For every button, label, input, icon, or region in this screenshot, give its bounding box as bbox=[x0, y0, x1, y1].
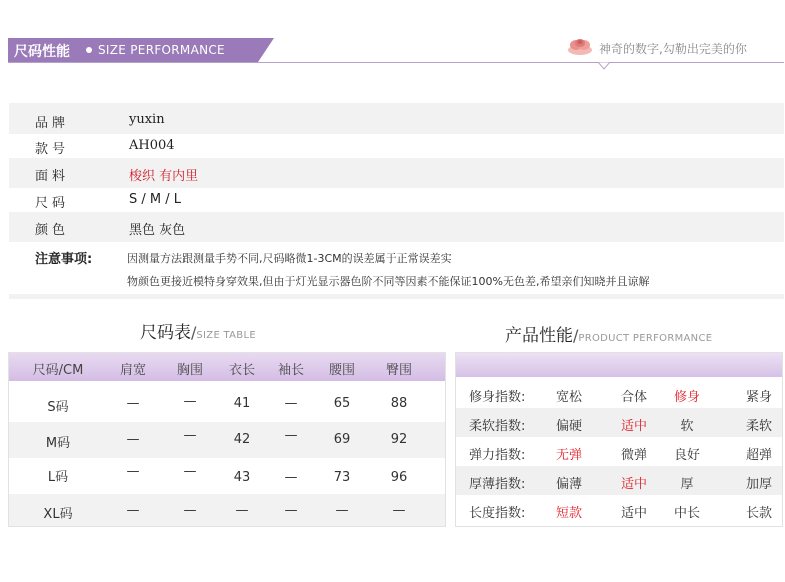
notes-label: 注意事项: bbox=[35, 252, 93, 267]
title-cn: 产品性能 bbox=[505, 326, 573, 346]
performance-option: 中长 bbox=[673, 506, 700, 521]
performance-option: 微弹 bbox=[620, 448, 647, 463]
size-table bbox=[8, 352, 446, 527]
table-cell: — bbox=[126, 396, 140, 411]
performance-table-header bbox=[456, 353, 782, 377]
column-header: 衣长 bbox=[228, 363, 255, 378]
table-cell: — bbox=[284, 470, 298, 485]
spec-label: 尺码 bbox=[35, 196, 70, 211]
table-row bbox=[9, 422, 445, 458]
performance-title bbox=[505, 321, 712, 346]
table-cell: 42 bbox=[233, 432, 251, 447]
table-cell: — bbox=[284, 396, 298, 411]
table-cell: 65 bbox=[333, 396, 351, 411]
header-subtitle: SIZE PERFORMANCE bbox=[98, 43, 225, 57]
performance-option: 软 bbox=[680, 419, 694, 434]
size-name-cell: L码 bbox=[47, 470, 69, 485]
performance-option: 适中 bbox=[620, 419, 647, 434]
title-slash: / bbox=[573, 326, 579, 345]
column-header: 尺码/CM bbox=[32, 363, 84, 378]
size-name-cell: XL码 bbox=[43, 507, 73, 522]
table-cell: — bbox=[183, 503, 197, 518]
note-line: 因测量方法跟测量手势不同,尺码略微1-3CM的误差属于正常误差实 bbox=[127, 252, 452, 265]
size-name-cell: S码 bbox=[47, 400, 69, 415]
spec-value: AH004 bbox=[129, 138, 175, 153]
performance-row bbox=[456, 408, 782, 437]
size-table-title bbox=[140, 318, 256, 343]
note-line: 物颜色更接近模特身穿效果,但由于灯光显示器色阶不同等因素不能保证100%无色差,希望亲们知晓并且谅解 bbox=[127, 275, 650, 288]
spec-row-color bbox=[9, 215, 784, 239]
table-cell: — bbox=[392, 503, 406, 518]
size-table-header bbox=[9, 353, 445, 381]
spec-row-brand bbox=[9, 107, 784, 131]
performance-option: 无弹 bbox=[555, 448, 582, 463]
spec-row-fabric bbox=[9, 161, 784, 185]
column-header: 臀围 bbox=[385, 363, 412, 378]
table-cell: — bbox=[126, 464, 140, 479]
table-cell: 88 bbox=[390, 396, 408, 411]
performance-option: 厚 bbox=[680, 477, 694, 492]
bullet-dot bbox=[86, 47, 92, 53]
section-header bbox=[0, 0, 785, 70]
table-cell: 92 bbox=[390, 432, 408, 447]
header-title: 尺码性能 bbox=[14, 44, 70, 60]
column-header: 袖长 bbox=[277, 363, 304, 378]
performance-option: 超弹 bbox=[745, 448, 772, 463]
flower-icon bbox=[566, 36, 594, 56]
spec-value: yuxin bbox=[129, 112, 165, 127]
spec-value: 梭织 有内里 bbox=[129, 169, 199, 184]
performance-option: 良好 bbox=[673, 448, 700, 463]
table-cell: — bbox=[183, 428, 197, 443]
product-spec-panel bbox=[9, 103, 784, 299]
performance-option: 合体 bbox=[620, 390, 647, 405]
performance-option: 适中 bbox=[620, 477, 647, 492]
header-divider bbox=[8, 62, 784, 63]
performance-label: 长度指数: bbox=[469, 506, 526, 521]
spec-label: 款号 bbox=[35, 142, 70, 157]
performance-table bbox=[455, 352, 783, 527]
table-cell: 41 bbox=[233, 396, 251, 411]
spec-row-size bbox=[9, 188, 784, 212]
performance-label: 修身指数: bbox=[469, 390, 526, 405]
performance-option: 偏薄 bbox=[555, 477, 582, 492]
performance-label: 弹力指数: bbox=[469, 448, 526, 463]
performance-row bbox=[456, 495, 782, 524]
table-cell: 69 bbox=[333, 432, 351, 447]
performance-option: 柔软 bbox=[745, 419, 772, 434]
performance-row bbox=[456, 466, 782, 495]
column-header: 肩宽 bbox=[119, 363, 146, 378]
title-en: SIZE TABLE bbox=[196, 330, 256, 341]
table-cell: — bbox=[284, 503, 298, 518]
table-row bbox=[9, 458, 445, 494]
column-header: 胸围 bbox=[176, 363, 203, 378]
spec-row-model bbox=[9, 134, 784, 158]
header-notch-icon bbox=[598, 62, 610, 70]
table-cell: — bbox=[183, 394, 197, 409]
table-cell: — bbox=[235, 503, 249, 518]
performance-option: 短款 bbox=[555, 506, 582, 521]
table-cell: — bbox=[126, 503, 140, 518]
table-cell: 73 bbox=[333, 470, 351, 485]
performance-option: 长款 bbox=[745, 506, 772, 521]
table-cell: — bbox=[126, 432, 140, 447]
performance-option: 偏硬 bbox=[555, 419, 582, 434]
title-en: PRODUCT PERFORMANCE bbox=[578, 333, 713, 344]
performance-row bbox=[456, 379, 782, 408]
performance-label: 柔软指数: bbox=[469, 419, 526, 434]
spec-label: 面料 bbox=[35, 169, 70, 184]
table-cell: — bbox=[335, 503, 349, 518]
table-cell: — bbox=[183, 464, 197, 479]
spec-notes bbox=[9, 242, 784, 294]
spec-value: S / M / L bbox=[129, 192, 181, 207]
table-row bbox=[9, 386, 445, 422]
column-header: 腰围 bbox=[328, 363, 355, 378]
table-cell: — bbox=[284, 428, 298, 443]
performance-option: 加厚 bbox=[745, 477, 772, 492]
spec-label: 品牌 bbox=[35, 116, 70, 131]
performance-option: 紧身 bbox=[745, 390, 772, 405]
table-cell: 96 bbox=[390, 470, 408, 485]
performance-label: 厚薄指数: bbox=[469, 477, 526, 492]
performance-option: 适中 bbox=[620, 506, 647, 521]
title-cn: 尺码表 bbox=[140, 323, 191, 343]
table-cell: 43 bbox=[233, 470, 251, 485]
spec-label: 颜色 bbox=[35, 223, 70, 238]
spec-value: 黑色 灰色 bbox=[129, 223, 186, 238]
header-tagline: 神奇的数字,勾勒出完美的你 bbox=[599, 42, 747, 56]
performance-row bbox=[456, 437, 782, 466]
performance-option: 宽松 bbox=[555, 390, 582, 405]
performance-option: 修身 bbox=[673, 390, 700, 405]
table-row bbox=[9, 494, 445, 526]
title-slash: / bbox=[191, 323, 197, 342]
size-name-cell: M码 bbox=[45, 436, 71, 451]
